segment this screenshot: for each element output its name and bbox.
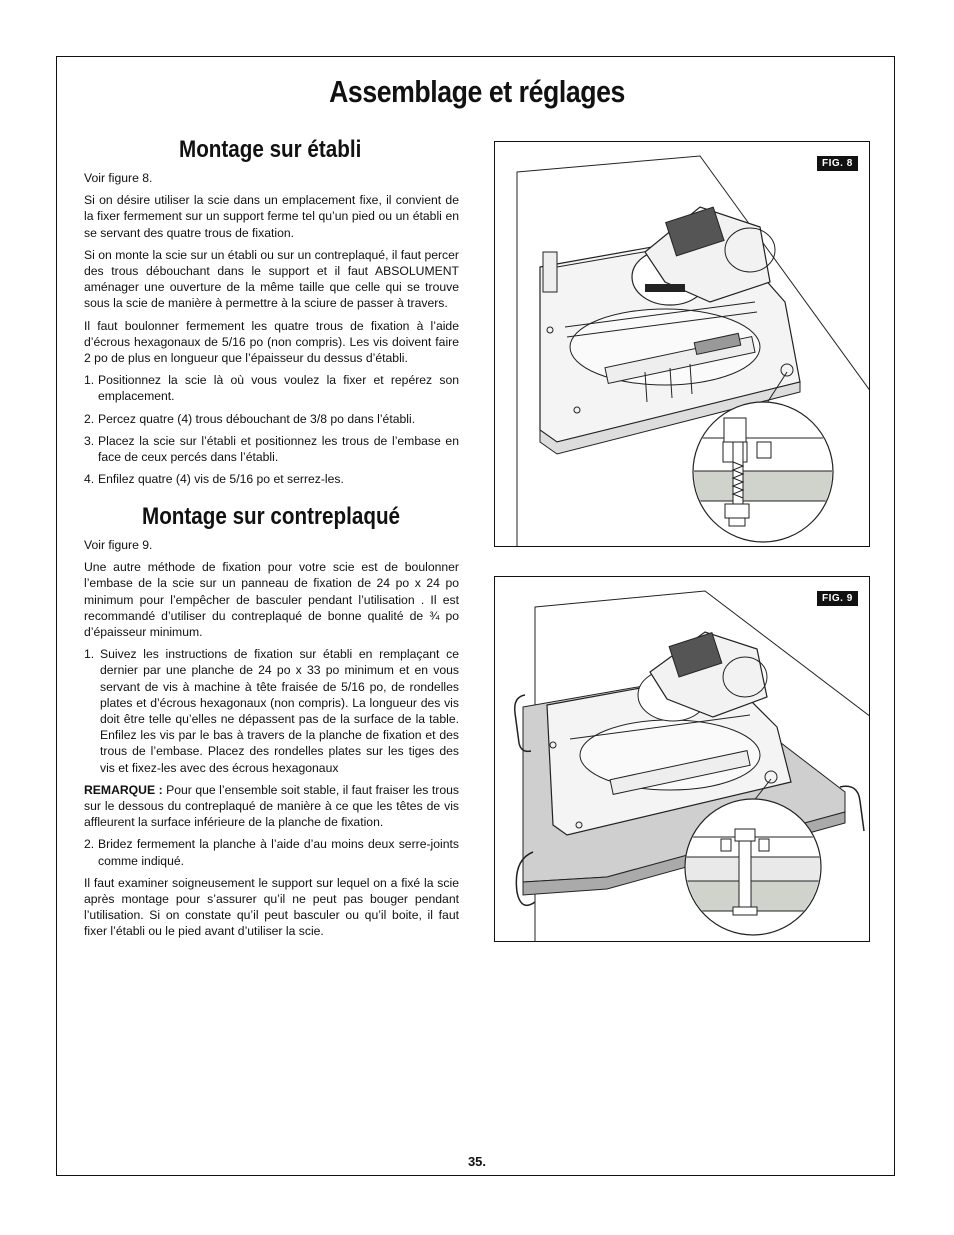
steps-list <box>84 836 459 868</box>
paragraph: Il faut examiner soigneusement le support sur lequel on a fixé la scie après montage pour s’assurer qu’il ne peut pas bouger pendant l’utilisation. Si on constate qu’il peut basculer ou qu’il boite, il faut fixer l’établi ou le pied avant d’utiliser la scie. <box>84 875 459 939</box>
section-heading: Montage sur établi <box>179 136 362 163</box>
saw-plywood-illustration <box>495 577 870 942</box>
list-item: 2. Bridez fermement la planche à l’aide d’au moins deux serre-joints comme indiqué. <box>84 837 459 868</box>
section-bench-mount <box>84 136 459 493</box>
list-item: 4. Enfilez quatre (4) vis de 5/16 po et serrez-les. <box>84 472 344 487</box>
list-item: 1. Positionnez la scie là où vous voulez la fixer et repérez son emplacement. <box>84 373 459 404</box>
section-heading: Montage sur contreplaqué <box>142 503 401 530</box>
note: REMARQUE : Pour que l’ensemble soit stable, il faut fraiser les trous sur le dessous du contreplaqué de manière à ce que les têtes de vis affleurent la surface inférieure de la planche de fixation. <box>84 782 459 830</box>
paragraph: Si on désire utiliser la scie dans un emplacement fixe, il convient de la fixer fermement sur un support ferme tel qu’un pied ou un établi en se servant des quatre trous de fixation. <box>84 193 459 240</box>
steps-list <box>84 372 459 487</box>
figure-label: FIG. 8 <box>817 156 858 171</box>
note-label: REMARQUE : <box>84 782 163 797</box>
figure-8 <box>494 141 870 547</box>
paragraph: Il faut boulonner fermement les quatre trous de fixation à l’aide d’écrous hexagonaux de 5/16 po (non compris). Les vis doivent faire 2 po de plus en longueur que l’épaisseur du dessus d’établi. <box>84 318 459 366</box>
paragraph: Une autre méthode de fixation pour votre scie est de boulonner l’embase de la scie sur un panneau de fixation de 24 po x 24 po minimum pour l’empêcher de basculer pendant l’utilisation . Il est recommandé d’utiliser du contreplaqué de bonne qualité de ¾ po d’épaisseur minimum. <box>84 560 459 640</box>
list-item: 3. Placez la scie sur l’établi et positionnez les trous de l’embase en face de ceux percés dans l’établi. <box>84 433 459 465</box>
list-item: 1. Suivez les instructions de fixation sur établi en remplaçant ce dernier par une planche de 24 po x 33 po minimum et en vous servant de vis à machine à tête fraisée de 5/16 po, de rondelles plates et d’écrous hexagonaux (non compris). La longueur des vis doit être telle qu’elles ne dépassent pas de la surface de la table. Enfilez les vis par le bas à travers de la planche de fixation et des trous de l’embase. Placez des rondelles plates sur les tiges des vis et fixez-les avec des écrous hexagonaux <box>84 647 459 775</box>
list-item: 2. Percez quatre (4) trous débouchant de 3/8 po dans l’établi. <box>84 411 416 426</box>
page-number: 35. <box>467 1154 487 1169</box>
paragraph: Voir figure 9. <box>84 538 153 552</box>
figure-label: FIG. 9 <box>817 591 858 606</box>
page-title: Assemblage et réglages <box>329 74 625 109</box>
steps-list <box>84 646 459 776</box>
figure-9 <box>494 576 870 942</box>
saw-bench-illustration <box>495 142 870 547</box>
paragraph: Voir figure 8. <box>84 171 153 185</box>
paragraph: Si on monte la scie sur un établi ou sur un contreplaqué, il faut percer des trous débouchant dans le support et il faut ABSOLUMENT aménager une ouverture de la même taille que celle qui se trouve sous la scie de manière à permettre à la sciure de passer à travers. <box>84 247 459 311</box>
section-plywood-mount <box>84 503 459 946</box>
